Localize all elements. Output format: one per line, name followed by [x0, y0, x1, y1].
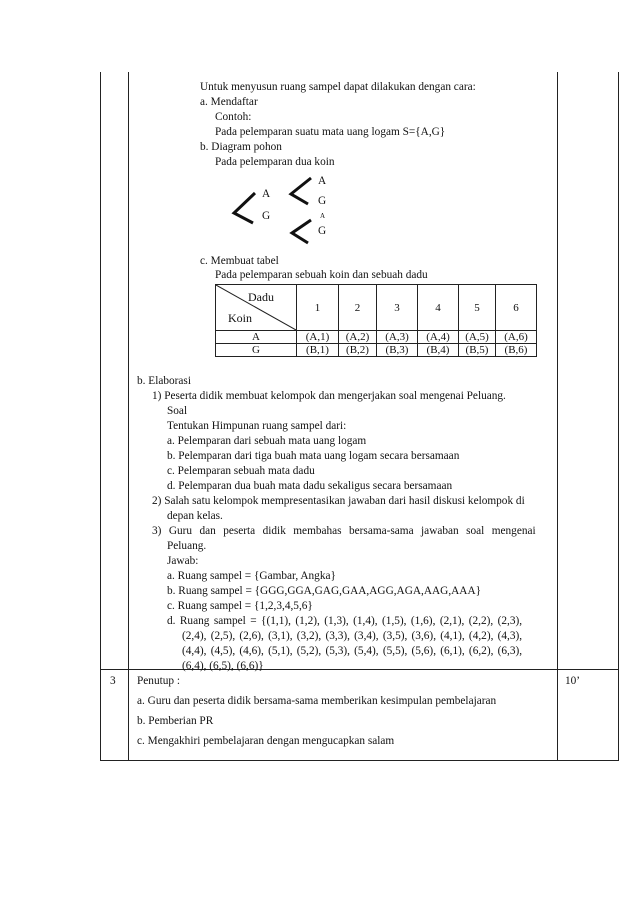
elaborasi-soal: Soal	[167, 405, 188, 417]
table-col-header: 6	[496, 285, 537, 331]
soal-item: c. Pelemparan sebuah mata dadu	[167, 465, 315, 477]
intro-line: Untuk menyusun ruang sampel dapat dilakukan dengan cara:	[200, 81, 476, 93]
table-border-right	[618, 72, 619, 761]
soal-item: d. Pelemparan dua buah mata dadu sekaligus secara bersamaan	[167, 480, 453, 492]
method-a-text: Pada pelemparan suatu mata uang logam S={A,G}	[215, 126, 446, 138]
elaborasi-step-1: 1) Peserta didik membuat kelompok dan mengerjakan soal mengenai Peluang.	[152, 390, 506, 402]
table-cell: (A,1)	[297, 331, 339, 344]
soal-item: a. Pelemparan dari sebuah mata uang logam	[167, 435, 367, 447]
table-border-left	[100, 72, 101, 761]
table-cell: (A,5)	[459, 331, 496, 344]
answer-d-line-2: (2,4), (2,5), (2,6), (3,1), (3,2), (3,3), (3,4), (3,5), (3,6), (4,1), (4,2), (4,3),	[182, 630, 523, 642]
answer-d-line-1: d. Ruang sampel = {(1,1), (1,2), (1,3), (1,4), (1,5), (1,6), (2,1), (2,2), (2,3),	[167, 615, 523, 627]
table-border-col2	[557, 72, 558, 761]
answer-item: b. Ruang sampel = {GGG,GGA,GAG,GAA,AGG,AGA,AAG,AAA}	[167, 585, 482, 597]
penutup-time: 10’	[565, 675, 581, 687]
row-number: 3	[110, 675, 116, 687]
table-row-label: G	[216, 344, 297, 357]
penutup-item: c. Mengakhiri pembelajaran dengan mengucapkan salam	[137, 735, 395, 747]
table-cell: (A,3)	[377, 331, 418, 344]
tree-right-4: G	[318, 225, 327, 237]
penutup-title: Penutup :	[137, 675, 180, 687]
table-cell: (B,6)	[496, 344, 537, 357]
penutup-item: b. Pemberian PR	[137, 715, 214, 727]
table-corner-cell	[216, 285, 297, 331]
table-row-label: A	[216, 331, 297, 344]
elaborasi-step-2-cont: depan kelas.	[167, 510, 223, 522]
table-col-header: 4	[418, 285, 459, 331]
table-border-bottom	[100, 760, 619, 761]
tree-left-top: A	[262, 188, 271, 200]
table-corner-koin: Koin	[228, 311, 252, 325]
method-b-text: Pada pelemparan dua koin	[215, 156, 335, 168]
method-c-text: Pada pelemparan sebuah koin dan sebuah dadu	[215, 269, 428, 281]
answer-item: c. Ruang sampel = {1,2,3,4,5,6}	[167, 600, 313, 612]
table-cell: (A,6)	[496, 331, 537, 344]
soal-item: b. Pelemparan dari tiga buah mata uang logam secara bersamaan	[167, 450, 460, 462]
jawab-label: Jawab:	[167, 555, 199, 567]
table-cell: (B,3)	[377, 344, 418, 357]
method-a-example: Contoh:	[215, 111, 252, 123]
elaborasi-title: b. Elaborasi	[137, 375, 191, 387]
table-cell: (B,4)	[418, 344, 459, 357]
tree-right-3: A	[320, 212, 326, 220]
table-cell: (B,1)	[297, 344, 339, 357]
answer-item: a. Ruang sampel = {Gambar, Angka}	[167, 570, 336, 582]
table-col-header: 1	[297, 285, 339, 331]
table-col-header: 2	[339, 285, 377, 331]
tree-branch-right-top	[291, 178, 311, 204]
table-cell: (B,5)	[459, 344, 496, 357]
sample-space-table	[215, 284, 537, 357]
table-cell: (A,4)	[418, 331, 459, 344]
table-col-header: 3	[377, 285, 418, 331]
table-border-col1	[128, 72, 129, 761]
tree-diagram	[225, 170, 345, 250]
tree-branch-left	[234, 193, 255, 223]
table-row	[216, 331, 537, 344]
penutup-item: a. Guru dan peserta didik bersama-sama memberikan kesimpulan pembelajaran	[137, 695, 497, 707]
elaborasi-step-2: 2) Salah satu kelompok mempresentasikan jawaban dari hasil diskusi kelompok di	[152, 495, 525, 507]
tree-branch-right-bottom	[292, 220, 311, 243]
tree-left-bottom: G	[262, 210, 271, 222]
method-a-title: a. Mendaftar	[200, 96, 258, 108]
elaborasi-step-3	[152, 524, 548, 539]
elaborasi-step-3-cont: Peluang.	[167, 540, 207, 552]
table-col-header: 5	[459, 285, 496, 331]
elaborasi-tentukan: Tentukan Himpunan ruang sampel dari:	[167, 420, 347, 432]
tree-right-2: G	[318, 195, 327, 207]
answer-d-line-4: (6,4), (6,5), (6,6)}	[182, 660, 264, 672]
tree-right-1: A	[318, 175, 327, 187]
table-corner-dadu: Dadu	[248, 290, 274, 304]
method-b-title: b. Diagram pohon	[200, 141, 282, 153]
table-row	[216, 344, 537, 357]
table-cell: (B,2)	[339, 344, 377, 357]
table-row-divider	[100, 669, 619, 670]
elaborasi-step-3-text: 3) Guru dan peserta didik membahas bersama-sama jawaban soal mengenai	[152, 525, 536, 537]
method-c-title: c. Membuat tabel	[200, 255, 279, 267]
table-cell: (A,2)	[339, 331, 377, 344]
answer-d-line-3: (4,4), (4,5), (4,6), (5,1), (5,2), (5,3), (5,4), (5,5), (5,6), (6,1), (6,2), (6,3),	[182, 645, 523, 657]
